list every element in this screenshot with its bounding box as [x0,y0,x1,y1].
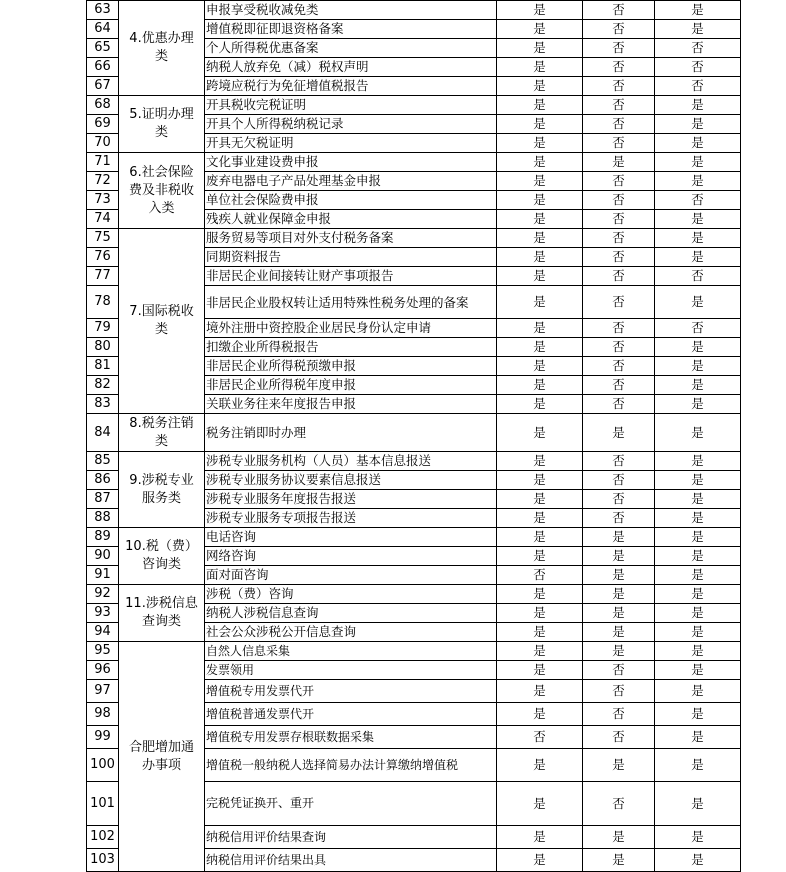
availability-cell-3: 是 [655,849,741,872]
availability-cell-3: 是 [655,726,741,749]
row-number: 64 [87,20,119,39]
availability-cell-1: 是 [497,395,583,414]
availability-cell-2: 否 [583,96,655,115]
availability-cell-1: 是 [497,77,583,96]
availability-cell-3: 是 [655,703,741,726]
availability-cell-3: 是 [655,376,741,395]
availability-cell-2: 否 [583,134,655,153]
availability-cell-2: 否 [583,319,655,338]
availability-cell-1: 是 [497,172,583,191]
availability-cell-3: 是 [655,172,741,191]
availability-cell-1: 是 [497,680,583,703]
availability-cell-1: 是 [497,471,583,490]
service-name: 文化事业建设费申报 [205,153,497,172]
row-number: 89 [87,528,119,547]
category-cell: 8.税务注销 类 [119,414,205,452]
availability-cell-3: 否 [655,319,741,338]
service-name: 纳税人放弃免（减）税权声明 [205,58,497,77]
service-name: 残疾人就业保障金申报 [205,210,497,229]
availability-cell-2: 否 [583,782,655,826]
availability-cell-3: 否 [655,77,741,96]
availability-cell-2: 否 [583,286,655,319]
availability-cell-1: 是 [497,642,583,661]
row-number: 87 [87,490,119,509]
availability-cell-3: 是 [655,680,741,703]
availability-cell-2: 是 [583,749,655,782]
service-name: 个人所得税优惠备案 [205,39,497,58]
availability-cell-1: 是 [497,319,583,338]
service-name: 非居民企业所得税年度申报 [205,376,497,395]
availability-cell-3: 是 [655,661,741,680]
availability-cell-2: 否 [583,680,655,703]
service-name: 纳税信用评价结果出具 [205,849,497,872]
service-name: 纳税信用评价结果查询 [205,826,497,849]
availability-cell-2: 是 [583,528,655,547]
availability-cell-3: 是 [655,782,741,826]
row-number: 72 [87,172,119,191]
availability-cell-2: 否 [583,490,655,509]
service-name: 非居民企业所得税预缴申报 [205,357,497,376]
availability-cell-2: 否 [583,661,655,680]
row-number: 99 [87,726,119,749]
row-number: 88 [87,509,119,528]
row-number: 74 [87,210,119,229]
availability-cell-1: 是 [497,1,583,20]
availability-cell-3: 是 [655,153,741,172]
availability-cell-2: 否 [583,115,655,134]
availability-cell-3: 是 [655,452,741,471]
availability-cell-2: 否 [583,267,655,286]
table-body [87,1,741,872]
availability-cell-1: 是 [497,115,583,134]
row-number: 91 [87,566,119,585]
availability-cell-1: 是 [497,585,583,604]
availability-cell-3: 是 [655,357,741,376]
availability-cell-2: 否 [583,248,655,267]
availability-cell-1: 是 [497,490,583,509]
service-name: 同期资料报告 [205,248,497,267]
service-name: 申报享受税收减免类 [205,1,497,20]
availability-cell-2: 否 [583,210,655,229]
availability-cell-3: 是 [655,20,741,39]
availability-cell-2: 是 [583,566,655,585]
service-name: 非居民企业间接转让财产事项报告 [205,267,497,286]
availability-cell-2: 是 [583,414,655,452]
row-number: 65 [87,39,119,58]
availability-cell-2: 否 [583,726,655,749]
table-row [87,414,741,452]
availability-cell-1: 是 [497,39,583,58]
category-cell: 9.涉税专业 服务类 [119,452,205,528]
row-number: 85 [87,452,119,471]
availability-cell-1: 是 [497,414,583,452]
availability-cell-2: 否 [583,376,655,395]
availability-cell-1: 是 [497,826,583,849]
availability-cell-3: 是 [655,338,741,357]
availability-cell-3: 是 [655,604,741,623]
availability-cell-1: 是 [497,357,583,376]
availability-cell-3: 是 [655,229,741,248]
row-number: 75 [87,229,119,248]
availability-cell-2: 否 [583,39,655,58]
availability-cell-2: 是 [583,585,655,604]
availability-cell-2: 否 [583,58,655,77]
service-name: 增值税专用发票代开 [205,680,497,703]
availability-cell-3: 是 [655,210,741,229]
availability-cell-1: 是 [497,703,583,726]
service-name: 跨境应税行为免征增值税报告 [205,77,497,96]
availability-cell-1: 是 [497,210,583,229]
availability-cell-3: 是 [655,286,741,319]
availability-cell-3: 是 [655,528,741,547]
row-number: 92 [87,585,119,604]
availability-cell-1: 是 [497,376,583,395]
category-cell: 5.证明办理 类 [119,96,205,153]
service-name: 发票领用 [205,661,497,680]
availability-cell-2: 否 [583,471,655,490]
availability-cell-2: 否 [583,395,655,414]
availability-cell-1: 是 [497,248,583,267]
service-name: 涉税专业服务专项报告报送 [205,509,497,528]
row-number: 82 [87,376,119,395]
availability-cell-1: 是 [497,191,583,210]
table-row [87,229,741,248]
service-name: 面对面咨询 [205,566,497,585]
availability-cell-3: 是 [655,490,741,509]
table-row [87,642,741,661]
row-number: 69 [87,115,119,134]
service-name: 涉税（费）咨询 [205,585,497,604]
availability-cell-2: 是 [583,547,655,566]
availability-cell-3: 否 [655,191,741,210]
availability-cell-1: 否 [497,566,583,585]
row-number: 86 [87,471,119,490]
availability-cell-1: 是 [497,134,583,153]
availability-cell-1: 是 [497,749,583,782]
table-row [87,452,741,471]
table-row [87,153,741,172]
availability-cell-1: 是 [497,661,583,680]
service-name: 开具税收完税证明 [205,96,497,115]
row-number: 90 [87,547,119,566]
service-name: 关联业务往来年度报告申报 [205,395,497,414]
availability-cell-3: 是 [655,395,741,414]
availability-cell-2: 否 [583,1,655,20]
availability-cell-3: 是 [655,134,741,153]
service-name: 自然人信息采集 [205,642,497,661]
service-name: 开具个人所得税纳税记录 [205,115,497,134]
service-name: 增值税普通发票代开 [205,703,497,726]
availability-cell-1: 是 [497,286,583,319]
availability-cell-3: 是 [655,115,741,134]
availability-cell-1: 是 [497,58,583,77]
row-number: 95 [87,642,119,661]
availability-cell-2: 否 [583,703,655,726]
row-number: 63 [87,1,119,20]
row-number: 71 [87,153,119,172]
category-cell: 6.社会保险 费及非税收 入类 [119,153,205,229]
row-number: 66 [87,58,119,77]
availability-cell-3: 否 [655,267,741,286]
row-number: 80 [87,338,119,357]
service-name: 电话咨询 [205,528,497,547]
table-row [87,585,741,604]
availability-cell-2: 否 [583,172,655,191]
services-table [86,0,741,872]
service-name: 增值税一般纳税人选择简易办法计算缴纳增值税 [205,749,497,782]
row-number: 78 [87,286,119,319]
availability-cell-2: 是 [583,849,655,872]
row-number: 100 [87,749,119,782]
availability-cell-1: 是 [497,153,583,172]
availability-cell-3: 是 [655,414,741,452]
availability-cell-3: 否 [655,39,741,58]
service-name: 涉税专业服务机构（人员）基本信息报送 [205,452,497,471]
row-number: 83 [87,395,119,414]
row-number: 73 [87,191,119,210]
table-row [87,96,741,115]
availability-cell-2: 是 [583,642,655,661]
row-number: 77 [87,267,119,286]
availability-cell-3: 是 [655,471,741,490]
service-name: 网络咨询 [205,547,497,566]
availability-cell-3: 是 [655,96,741,115]
row-number: 103 [87,849,119,872]
service-name: 纳税人涉税信息查询 [205,604,497,623]
service-name: 税务注销即时办理 [205,414,497,452]
row-number: 70 [87,134,119,153]
row-number: 68 [87,96,119,115]
availability-cell-2: 否 [583,338,655,357]
availability-cell-3: 是 [655,642,741,661]
service-name: 增值税即征即退资格备案 [205,20,497,39]
row-number: 102 [87,826,119,849]
service-name: 废弃电器电子产品处理基金申报 [205,172,497,191]
availability-cell-2: 是 [583,604,655,623]
row-number: 96 [87,661,119,680]
availability-cell-3: 是 [655,749,741,782]
availability-cell-3: 是 [655,248,741,267]
row-number: 81 [87,357,119,376]
availability-cell-1: 是 [497,849,583,872]
row-number: 97 [87,680,119,703]
availability-cell-1: 是 [497,547,583,566]
availability-cell-1: 是 [497,782,583,826]
category-cell: 合肥增加通 办事项 [119,642,205,872]
availability-cell-1: 否 [497,726,583,749]
service-name: 服务贸易等项目对外支付税务备案 [205,229,497,248]
row-number: 98 [87,703,119,726]
table-row [87,528,741,547]
availability-cell-1: 是 [497,267,583,286]
service-name: 扣缴企业所得税报告 [205,338,497,357]
row-number: 84 [87,414,119,452]
availability-cell-3: 否 [655,58,741,77]
row-number: 93 [87,604,119,623]
availability-cell-2: 是 [583,826,655,849]
availability-cell-3: 是 [655,623,741,642]
availability-cell-3: 是 [655,826,741,849]
availability-cell-3: 是 [655,585,741,604]
row-number: 79 [87,319,119,338]
availability-cell-3: 是 [655,1,741,20]
availability-cell-1: 是 [497,96,583,115]
availability-cell-3: 是 [655,547,741,566]
service-name: 境外注册中资控股企业居民身份认定申请 [205,319,497,338]
service-name: 涉税专业服务协议要素信息报送 [205,471,497,490]
availability-cell-1: 是 [497,338,583,357]
service-name: 单位社会保险费申报 [205,191,497,210]
availability-cell-2: 否 [583,77,655,96]
row-number: 67 [87,77,119,96]
availability-cell-1: 是 [497,528,583,547]
availability-cell-1: 是 [497,509,583,528]
availability-cell-2: 否 [583,20,655,39]
service-name: 完税凭证换开、重开 [205,782,497,826]
availability-cell-1: 是 [497,604,583,623]
availability-cell-2: 否 [583,452,655,471]
availability-cell-3: 是 [655,509,741,528]
service-name: 社会公众涉税公开信息查询 [205,623,497,642]
service-name: 开具无欠税证明 [205,134,497,153]
availability-cell-2: 是 [583,153,655,172]
availability-cell-2: 否 [583,191,655,210]
availability-cell-2: 否 [583,509,655,528]
category-cell: 10.税（费） 咨询类 [119,528,205,585]
service-name: 非居民企业股权转让适用特殊性税务处理的备案 [205,286,497,319]
category-cell: 4.优惠办理 类 [119,1,205,96]
availability-cell-3: 是 [655,566,741,585]
availability-cell-2: 是 [583,623,655,642]
category-cell: 7.国际税收 类 [119,229,205,414]
service-name: 涉税专业服务年度报告报送 [205,490,497,509]
availability-cell-1: 是 [497,452,583,471]
availability-cell-1: 是 [497,623,583,642]
service-name: 增值税专用发票存根联数据采集 [205,726,497,749]
availability-cell-1: 是 [497,229,583,248]
row-number: 94 [87,623,119,642]
row-number: 101 [87,782,119,826]
availability-cell-1: 是 [497,20,583,39]
table-row [87,1,741,20]
availability-cell-2: 否 [583,357,655,376]
row-number: 76 [87,248,119,267]
category-cell: 11.涉税信息 查询类 [119,585,205,642]
availability-cell-2: 否 [583,229,655,248]
